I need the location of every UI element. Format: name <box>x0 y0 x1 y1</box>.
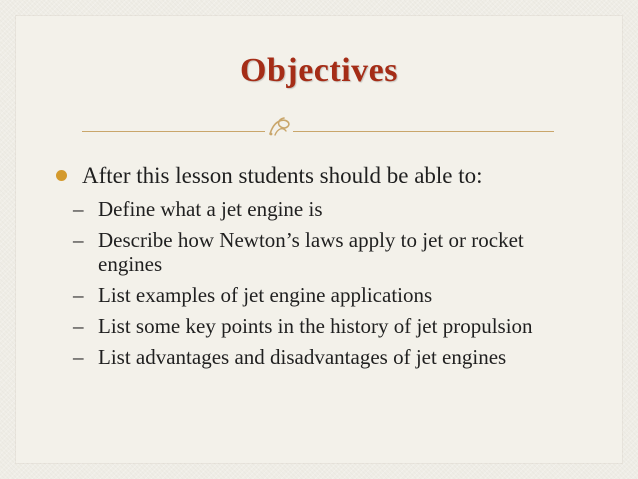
title-divider-left <box>82 131 265 132</box>
main-bullet <box>56 162 576 190</box>
title-divider-right <box>293 131 554 132</box>
flourish-icon <box>266 114 292 140</box>
objective-item <box>71 345 576 369</box>
objective-item <box>71 314 576 338</box>
objective-text: Describe how Newton’s laws apply to jet or rocket engines <box>98 228 524 276</box>
dash-marker: – <box>73 345 84 369</box>
objective-item <box>71 197 576 221</box>
objective-text: Define what a jet engine is <box>98 197 323 221</box>
objective-text: List some key points in the history of jet propulsion <box>98 314 533 338</box>
objectives-list <box>56 197 576 369</box>
objective-text: List advantages and disadvantages of jet engines <box>98 345 507 369</box>
dash-marker: – <box>73 283 84 307</box>
objective-text: List examples of jet engine applications <box>98 283 433 307</box>
dash-marker: – <box>73 228 84 252</box>
dash-marker: – <box>73 197 84 221</box>
circle-bullet-icon <box>56 170 67 181</box>
objectives-content <box>56 162 576 376</box>
dash-marker: – <box>73 314 84 338</box>
objective-item <box>71 283 576 307</box>
objective-item <box>71 228 576 276</box>
main-bullet-text: After this lesson students should be able to: <box>82 163 483 188</box>
slide-title: Objectives <box>240 52 398 89</box>
